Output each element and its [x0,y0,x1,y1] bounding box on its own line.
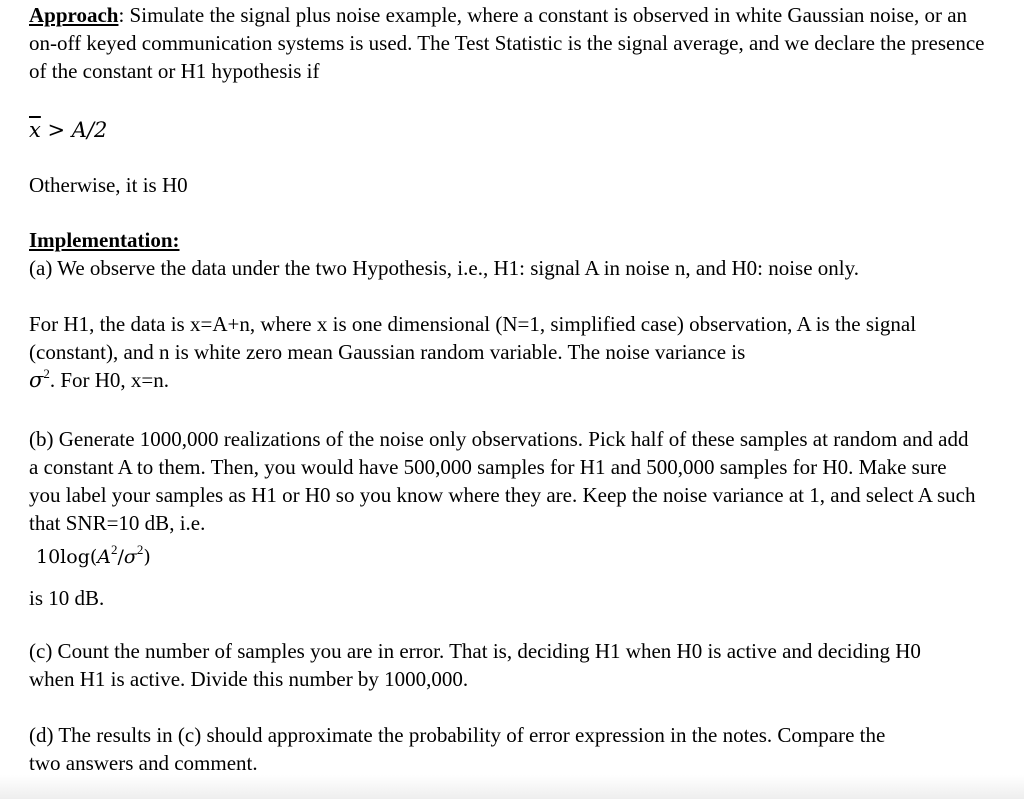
part-d-paragraph: (d) The results in (c) should approximate the probability of error expression in the notes. Compare the two answers and comment. [29,723,886,775]
formula-sigma: σ [123,546,137,568]
formula-slash: / [117,546,124,568]
decision-rule [29,116,107,144]
part-a-line1: (a) We observe the data under the two Hypothesis, i.e., H1: signal A in noise n, and H0: noise only. [29,256,859,280]
decision-threshold: > A/2 [40,118,108,142]
approach-paragraph [29,1,989,85]
implementation-heading-text: Implementation: [29,228,180,252]
snr-formula [36,543,151,572]
approach-text: : Simulate the signal plus noise example, where a constant is observed in white Gaussian noise, or an on-off keyed communication systems is used. The Test Statistic is the signal average, and we declare the presence of the constant or H1 hypothesis if [29,3,985,83]
formula-suffix: ) [143,546,151,568]
sigma-symbol: σ [29,368,44,392]
formula-a-exp: 2 [111,542,118,557]
page-bottom-shadow [0,775,1024,799]
xbar-symbol: $\overline{x}$ [29,118,41,142]
formula-sigma-exp: 2 [136,542,144,557]
part-a-h0: . For H0, x=n. [49,368,170,392]
sigma-exponent: 2 [43,366,50,381]
part-a-line2 [29,310,974,394]
part-c-paragraph: (c) Count the number of samples you are in error. That is, deciding H1 when H0 is active and deciding H0 when H1 is active. Divide this number by 1000,000. [29,639,921,691]
approach-heading: Approach [29,3,119,27]
snr-result: is 10 dB. [29,586,105,610]
implementation-heading [29,226,180,254]
formula-prefix: 10log( [36,546,98,568]
formula-a: A [97,546,112,568]
part-b-paragraph: (b) Generate 1000,000 realizations of the noise only observations. Pick half of these samples at random and add a constant A to them. Then, you would have 500,000 samples for H1 and 500,000 samples for H0. Make sure you label your samples as H1 or H0 so you know where they are. Keep the noise variance at 1, and select A such that SNR=10 dB, i.e. [29,427,976,535]
part-a-text: For H1, the data is x=A+n, where x is one dimensional (N=1, simplified case) observation, A is the signal (constant), and n is white zero mean Gaussian random variable. The noise variance is [29,312,917,364]
otherwise-line: Otherwise, it is H0 [29,173,188,197]
